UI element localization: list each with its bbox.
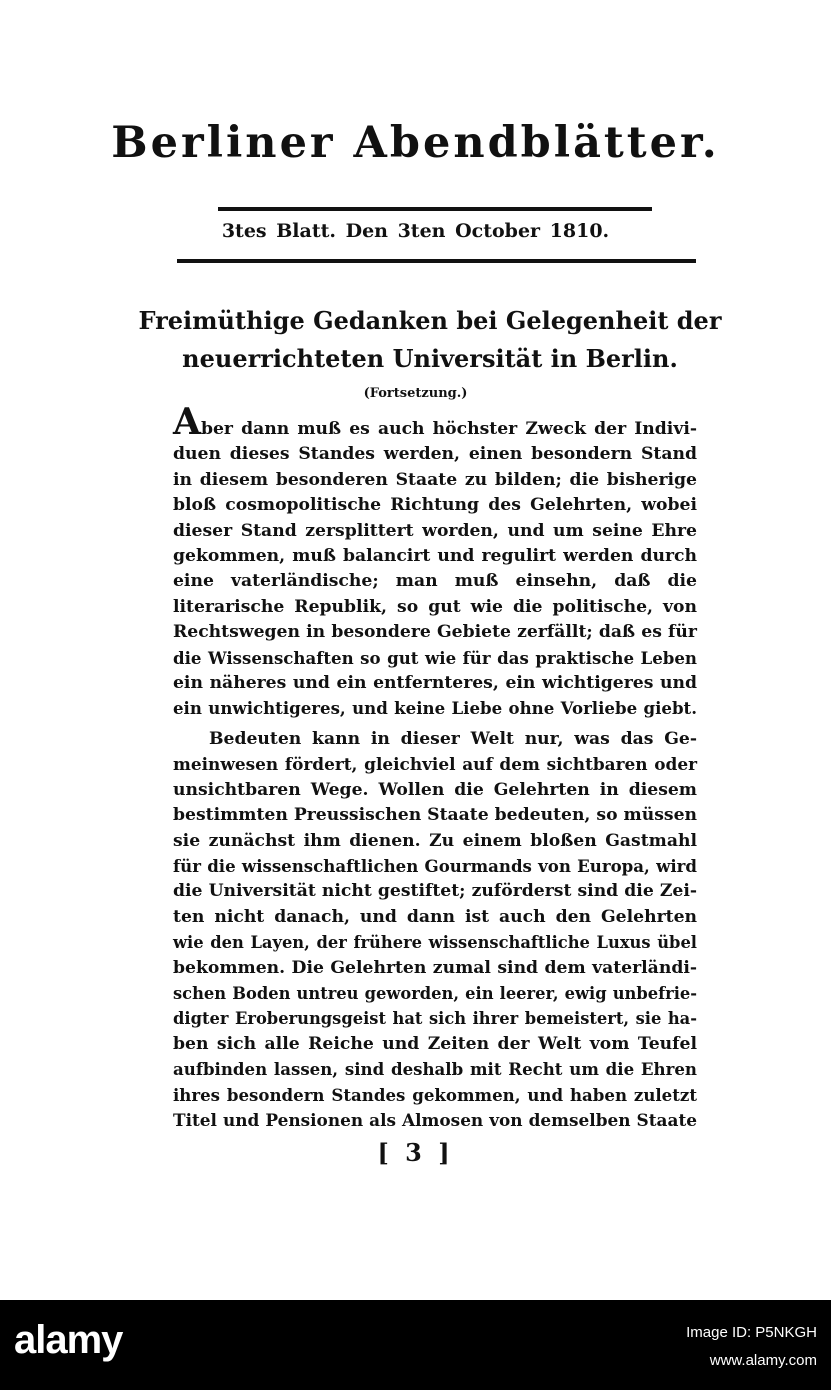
paragraph-1 — [173, 401, 697, 722]
text-line: bloß cosmopolitische Richtung des Gelehrten, wobei — [173, 495, 697, 516]
text-line: aufbinden lassen, sind deshalb mit Recht um die Ehren — [173, 1059, 697, 1080]
text-line: wie den Layen, der frühere wissenschaftliche Luxus übel — [173, 933, 697, 953]
text-line: meinwesen fördert, gleichviel auf dem sichtbaren oder — [173, 754, 697, 775]
article-headline — [130, 302, 730, 378]
page-number: [ 3 ] — [377, 1138, 454, 1167]
text-line: bestimmten Preussischen Staate bedeuten, so müssen — [173, 805, 697, 826]
alamy-logo: alamy — [14, 1318, 123, 1362]
issue-line: 3tes Blatt. Den 3ten October 1810. — [221, 220, 610, 242]
image-id-label: Image ID: P5NKGH — [686, 1324, 817, 1341]
headline-line: Freimüthige Gedanken bei Gelegenheit der — [138, 306, 722, 335]
text-line: Rechtswegen in besondere Gebiete zerfällt; daß es für — [173, 622, 697, 643]
text-line — [173, 401, 697, 443]
text-line: ein unwichtigeres, und keine Liebe ohne Vorliebe giebt. — [173, 698, 697, 719]
text-line: duen dieses Standes werden, einen besondern Stand — [173, 444, 697, 465]
text-line: dieser Stand zersplittert worden, und um seine Ehre — [173, 520, 697, 541]
text-line: eine vaterländische; man muß einsehn, daß die — [173, 571, 697, 592]
text-line: gekommen, muß balancirt und regulirt werden durch — [173, 546, 697, 567]
text-line: ihres besondern Standes gekommen, und haben zuletzt — [173, 1084, 697, 1105]
text-line: literarische Republik, so gut wie die politische, von — [173, 596, 697, 617]
drop-cap: A — [173, 401, 201, 443]
text-line: die Wissenschaften so gut wie für das praktische Leben — [173, 647, 697, 668]
text-line: sie zunächst ihm dienen. Zu einem bloßen Gastmahl — [173, 830, 697, 851]
headline-line: neuerrichteten Universität in Berlin. — [182, 344, 678, 373]
text-line: Titel und Pensionen als Almosen von demselben Staate — [173, 1109, 697, 1130]
text-line: für die wissenschaftlichen Gourmands von Europa, wird — [173, 855, 697, 876]
continuation-note: (Fortsetzung.) — [363, 386, 468, 401]
site-url-label: www.alamy.com — [709, 1352, 817, 1369]
text-line: schen Boden untreu geworden, ein leerer, ewig unbefrie- — [173, 983, 697, 1003]
text-line: unsichtbaren Wege. Wollen die Gelehrten in diesem — [173, 779, 697, 800]
text-line: digter Eroberungsgeist hat sich ihrer bemeistert, sie ha- — [173, 1009, 697, 1029]
masthead-rule-bottom — [177, 259, 696, 263]
text-line: ten nicht danach, und dann ist auch den Gelehrten — [173, 906, 697, 927]
text-line: bekommen. Die Gelehrten zumal sind dem vaterländi- — [173, 957, 697, 978]
text-line: die Universität nicht gestiftet; zuförderst sind die Zei- — [173, 881, 697, 902]
masthead-rule-top — [218, 207, 652, 211]
text-line: ben sich alle Reiche und Zeiten der Welt vom Teufel — [173, 1033, 697, 1054]
paragraph-2 — [173, 727, 697, 1134]
stock-watermark-bar — [0, 1300, 831, 1390]
text-line: Bedeuten kann in dieser Welt nur, was das Ge- — [209, 728, 697, 749]
text-line: ein näheres und ein entfernteres, ein wichtigeres und — [173, 673, 697, 694]
text-line: in diesem besonderen Staate zu bilden; die bisherige — [173, 469, 697, 490]
article-body — [173, 401, 697, 1133]
masthead-title: Berliner Abendblätter. — [111, 118, 720, 168]
text-line-content: ber dann muß es auch höchster Zweck der Indivi- — [200, 419, 697, 439]
